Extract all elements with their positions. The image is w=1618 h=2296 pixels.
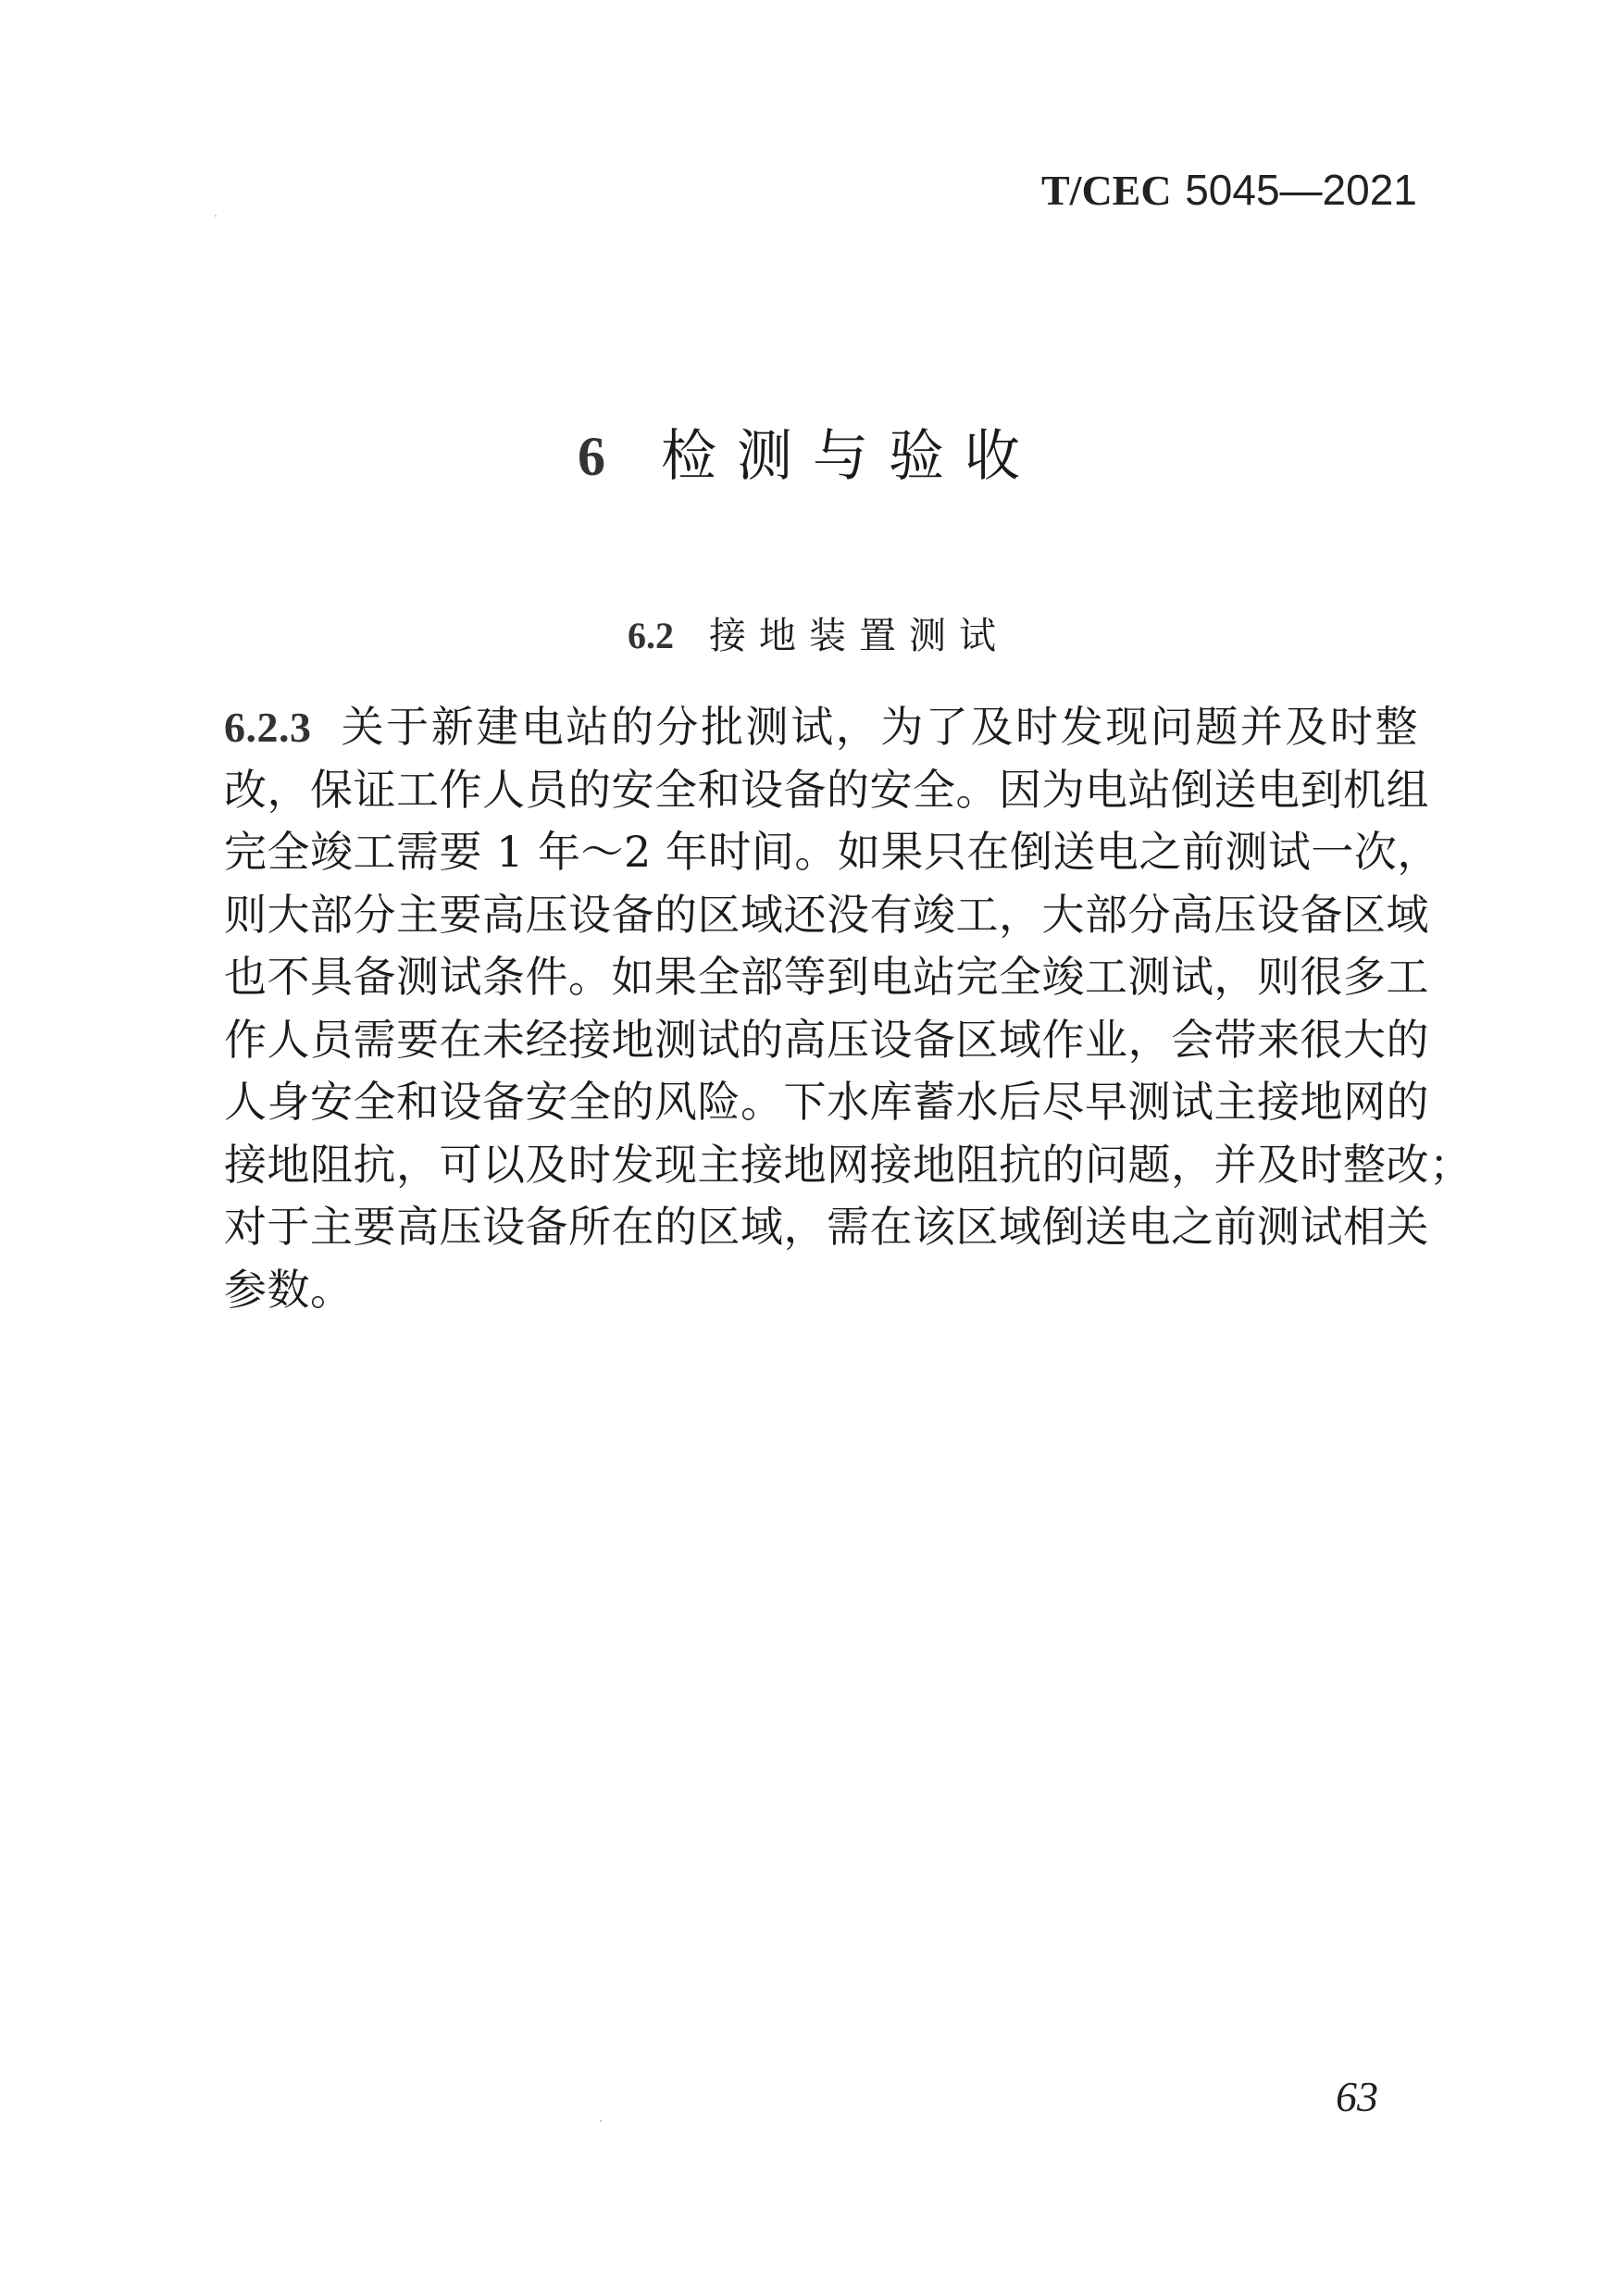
scan-speck	[215, 215, 217, 217]
clause-number: 6.2.3	[224, 704, 312, 751]
clause-line: 作人员需要在未经接地测试的高压设备区域作业，会带来很大的	[224, 1014, 1429, 1065]
clause-line	[224, 696, 1418, 759]
clause-line: 参数。	[224, 1264, 354, 1315]
page-number: 63	[1336, 2073, 1378, 2120]
clause-line: 改，保证工作人员的安全和设备的安全。因为电站倒送电到机组	[224, 764, 1429, 815]
clause-line: 接地阻抗，可以及时发现主接地网接地阻抗的问题，并及时整改；	[224, 1139, 1473, 1190]
clause-line: 人身安全和设备安全的风险。下水库蓄水后尽早测试主接地网的	[224, 1077, 1429, 1127]
clause-body	[224, 696, 1473, 1321]
standard-code-header	[1041, 165, 1417, 215]
standard-org: T/CEC	[1041, 167, 1172, 214]
scan-speck	[600, 2120, 602, 2122]
clause-line: 完全竣工需要 1 年～2 年时间。如果只在倒送电之前测试一次，	[224, 827, 1440, 877]
clause-line: 则大部分主要高压设备的区域还没有竣工，大部分高压设备区域	[224, 889, 1429, 940]
clause-line: 也不具备测试条件。如果全部等到电站完全竣工测试，则很多工	[224, 952, 1429, 1002]
chapter-title	[0, 412, 1618, 492]
standard-number: 5045—2021	[1185, 166, 1417, 214]
chapter-number: 6	[578, 426, 605, 487]
section-title-text: 接地装置测试	[709, 615, 1009, 657]
clause-line-text: 关于新建电站的分批测试，为了及时发现问题并及时整	[339, 702, 1418, 752]
chapter-title-text: 检测与验收	[661, 424, 1040, 489]
clause-line: 对于主要高压设备所在的区域，需在该区域倒送电之前测试相关	[224, 1202, 1429, 1252]
section-number: 6.2	[628, 615, 674, 656]
section-title	[0, 606, 1618, 659]
